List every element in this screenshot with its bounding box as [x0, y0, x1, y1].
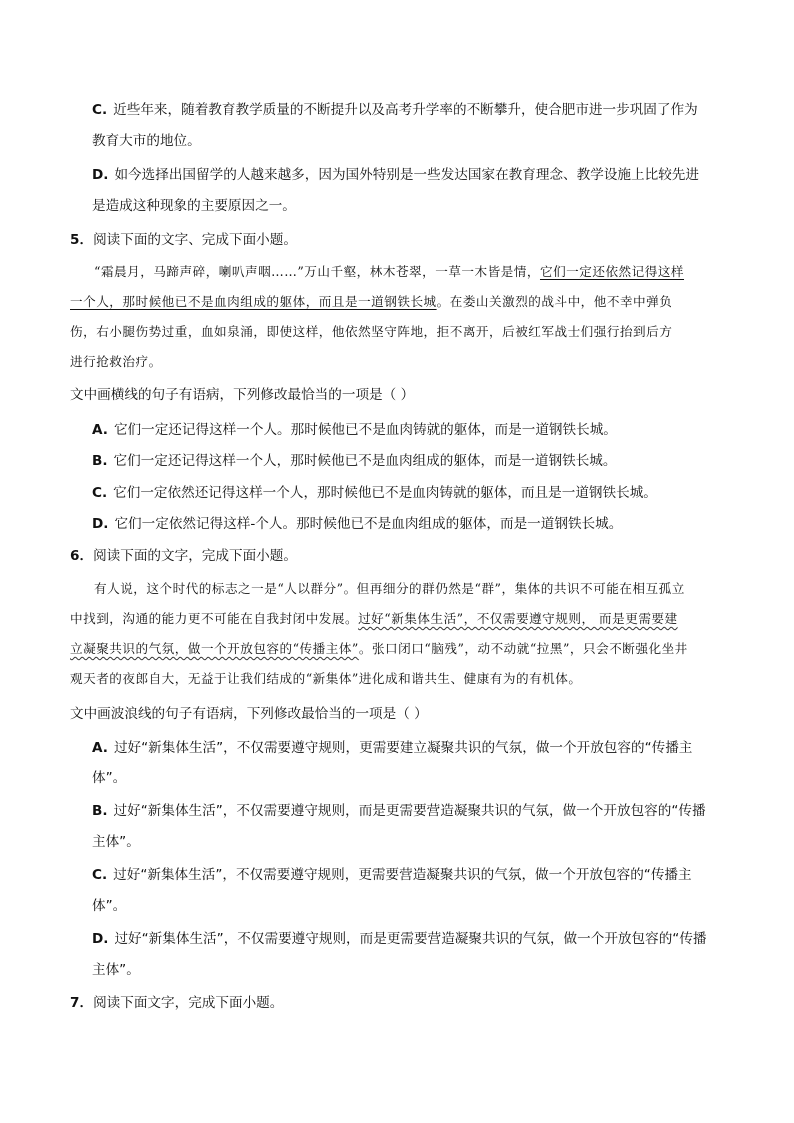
q5-heading: [70, 230, 297, 250]
q6-option-a: [92, 738, 692, 758]
option-letter: D.: [92, 516, 109, 532]
q7-heading: [70, 993, 283, 1013]
q6-option-d: [92, 929, 707, 949]
option-letter: C.: [92, 485, 108, 501]
question-number: 7．: [70, 995, 94, 1011]
q6-heading: [70, 546, 297, 566]
underlined-sentence: 它们一定还依然记得这样: [539, 264, 685, 279]
passage-text: 。张口闭口“脑残”，动不动就“拉黑”，只会不断强化坐井: [358, 641, 688, 656]
wavy-underlined-sentence: 立凝聚共识的气氛，做一个开放包容的“传播主体”: [70, 641, 359, 656]
q4-option-d: [92, 165, 699, 185]
option-text: 它们一定还记得这样一个人，那时候他已不是血肉组成的躯体，而是一道钢铁长城。: [113, 453, 617, 469]
q6-question: 文中画波浪线的句子有语病，下列修改最恰当的一项是（ ）: [70, 706, 428, 722]
option-text: 过好“新集体生活”，不仅需要遵守规则，更需要建立凝聚共识的气氛，做一个开放包容的“传播主: [113, 740, 693, 756]
q6-option-b-cont: 主体”。: [92, 834, 140, 850]
q5-passage-line-4: 进行抢救治疗。: [70, 354, 162, 369]
underlined-sentence: 一个人，那时候他已不是血肉组成的躯体，而且是一道钢铁长城: [70, 294, 437, 309]
option-text: 过好“新集体生活”，不仅需要遵守规则，而是更需要营造凝聚共识的气氛，做一个开放包容的“传播: [113, 803, 706, 819]
passage-text: 中找到，沟通的能力更不可能在自我封闭中发展。: [70, 611, 359, 626]
option-text: 过好“新集体生活”，不仅需要遵守规则，而是更需要营造凝聚共识的气氛，做一个开放包容的“传播: [114, 931, 707, 947]
passage-text: “霜晨月，马蹄声碎，喇叭声咽……”万山千壑，林木苍翠，一草一木皆是情，: [94, 264, 540, 279]
option-text: 它们一定依然记得这样-个人。那时候他已不是血肉组成的躯体，而是一道钢铁长城。: [114, 516, 623, 532]
q6-option-d-cont: 主体”。: [92, 962, 140, 978]
option-text: 它们一定还记得这样一个人。那时候他已不是血肉铸就的躯体，而是一道钢铁长城。: [113, 422, 617, 438]
q5-passage-line-3: 伤，右小腿伤势过重，血如泉涌，即使这样，他依然坚守阵地，拒不离开，后被红军战士们强行抬到后方: [70, 324, 673, 339]
question-number: 6．: [70, 548, 94, 564]
q6-passage-line-2: [70, 609, 678, 629]
q6-option-c: [92, 865, 692, 885]
q6-option-c-cont: 体”。: [92, 898, 127, 914]
question-instruction: 阅读下面的文字、完成下面小题。: [93, 232, 297, 248]
q5-option-d: [92, 514, 622, 534]
option-letter: A.: [92, 740, 108, 756]
passage-text: 。在娄山关激烈的战斗中，他不幸中弹负: [436, 294, 673, 309]
q5-question: 文中画横线的句子有语病，下列修改最恰当的一项是（ ）: [70, 387, 415, 403]
option-letter: D.: [92, 167, 109, 183]
q6-option-a-cont: 体”。: [92, 770, 127, 786]
q5-passage-line-2: [70, 292, 672, 312]
option-letter: A.: [92, 422, 108, 438]
question-number: 5．: [70, 232, 94, 248]
option-letter: B.: [92, 803, 108, 819]
option-letter: C.: [92, 102, 108, 118]
question-instruction: 阅读下面的文字，完成下面小题。: [93, 548, 297, 564]
q5-option-a: [92, 420, 617, 440]
q5-passage-line-1: [94, 262, 684, 282]
q4-option-c: [92, 100, 698, 120]
question-instruction: 阅读下面文字，完成下面小题。: [93, 995, 284, 1011]
q6-passage-line-4: 观天者的夜郎自大，无益于让我们结成的“新集体”进化成和谐共生、健康有为的有机体。: [70, 671, 582, 686]
q4-option-d-cont: 是造成这种现象的主要原因之一。: [92, 198, 296, 214]
option-text: 近些年来，随着教育教学质量的不断提升以及高考升学率的不断攀升，使合肥市进一步巩固了作为: [113, 102, 698, 118]
option-letter: C.: [92, 867, 108, 883]
wavy-underlined-sentence: 过好“新集体生活”，不仅需要遵守规则， 而是更需要建: [358, 611, 678, 626]
q6-option-b: [92, 801, 706, 821]
q5-option-b: [92, 451, 617, 471]
option-text: 过好“新集体生活”，不仅需要遵守规则，更需要营造凝聚共识的气氛，做一个开放包容的“传播主: [113, 867, 692, 883]
q4-option-c-cont: 教育大市的地位。: [92, 133, 201, 149]
option-letter: D.: [92, 931, 109, 947]
option-text: 如今选择出国留学的人越来越多，因为国外特别是一些发达国家在教育理念、教学设施上比较先进: [114, 167, 699, 183]
q6-passage-line-3: [70, 639, 688, 659]
option-text: 它们一定依然还记得这样一个人，那时候他已不是血肉铸就的躯体，而且是一道钢铁长城。: [113, 485, 657, 501]
q5-option-c: [92, 483, 657, 503]
q6-passage-line-1: 有人说，这个时代的标志之一是“人以群分”。但再细分的群仍然是“群”，集体的共识不可能在相互孤立: [94, 581, 685, 596]
option-letter: B.: [92, 453, 108, 469]
